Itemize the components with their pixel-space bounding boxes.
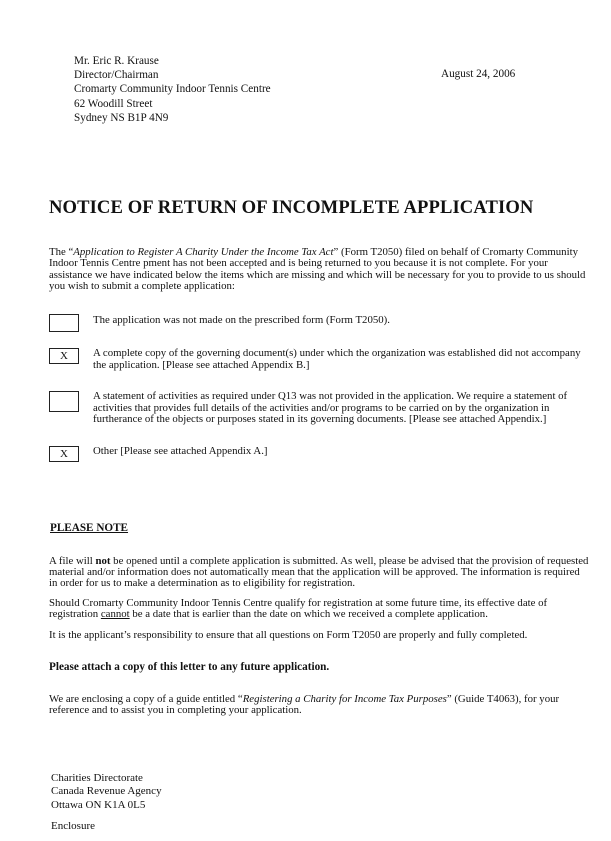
- paragraph-responsibility: It is the applicant’s responsibility to ensure that all questions on Form T2050 are properly and fully completed.: [49, 629, 528, 641]
- para1-emphasis: not: [95, 555, 111, 567]
- checklist-item-text: The application was not made on the prescribed form (Form T2050).: [93, 314, 390, 326]
- checklist-item-text: Other [Please see attached Appendix A.]: [93, 445, 268, 457]
- intro-paragraph: [49, 247, 589, 293]
- sender-line: Charities Directorate: [51, 772, 143, 784]
- paragraph-registration-date: [49, 598, 589, 620]
- para1-text-c: be opened until a complete application is submitted. As well, please be advised that the provision of requested material and/or information does not automatically mean that the application will be approved. The information is required in order for us to make a determination as to eligibility for registration.: [49, 555, 589, 590]
- paragraph-file-not-opened: [49, 556, 589, 590]
- recipient-street: 62 Woodill Street: [74, 97, 153, 110]
- recipient-org: Cromarty Community Indoor Tennis Centre: [74, 83, 271, 96]
- checklist-item-text: A complete copy of the governing document(s) under which the organization was established did not accompany the application. [Please see attached Appendix B.]: [93, 347, 581, 371]
- recipient-role: Director/Chairman: [74, 69, 159, 82]
- checkbox[interactable]: [49, 314, 79, 332]
- checklist-item-text: A statement of activities as required under Q13 was not provided in the application. We require a statement of activities that provides full details of the activities and/or programs to be carried on by the organization in furtherance of the objects or purposes stated in its governing documents. [Please see attached Appendix.]: [93, 390, 568, 426]
- checkbox[interactable]: X: [49, 348, 79, 364]
- paragraph-attach-copy: Please attach a copy of this letter to any future application.: [49, 661, 330, 673]
- guide-title: Registering a Charity for Income Tax Purposes: [242, 693, 447, 705]
- sender-line: Canada Revenue Agency: [51, 785, 162, 798]
- please-note-heading: PLEASE NOTE: [50, 522, 129, 534]
- para5-text-a: We are enclosing a copy of a guide entitled “: [49, 693, 243, 705]
- intro-post: ” (Form T2050) filed on behalf of Cromarty Community Indoor Tennis Centre pment has not been accepted and is being returned to you because it is not complete. For your assistance we have indicated below the items which are missing and which will be necessary for you to provide to us should you wish to submit a complete application:: [49, 246, 586, 293]
- enclosure-label: Enclosure: [51, 820, 95, 832]
- para2-underlined: cannot: [100, 608, 130, 621]
- intro-form-title: Application to Register A Charity Under the Income Tax Act: [73, 246, 334, 258]
- para5-text-c: ” (Guide T4063), for your reference and to assist you in completing your application.: [49, 693, 560, 717]
- sender-line: Ottawa ON K1A 0L5: [51, 798, 146, 811]
- letter-date: August 24, 2006: [441, 68, 516, 80]
- sender-address: [51, 772, 162, 812]
- intro-pre: The “: [49, 246, 74, 258]
- recipient-name: Mr. Eric R. Krause: [74, 55, 159, 67]
- recipient-address: [74, 54, 271, 125]
- paragraph-guide-enclosed: [49, 694, 589, 716]
- recipient-city: Sydney NS B1P 4N9: [74, 111, 169, 124]
- checkbox[interactable]: [49, 391, 79, 412]
- para2-text-c: be a date that is earlier than the date on which we received a complete application.: [129, 608, 488, 621]
- para2-text-a: Should Cromarty Community Indoor Tennis Centre qualify for registration at some future time, its effective date of registration: [49, 597, 548, 621]
- para1-text-a: A file will: [49, 555, 96, 567]
- notice-title: NOTICE OF RETURN OF INCOMPLETE APPLICATION: [49, 197, 534, 218]
- checkbox[interactable]: X: [49, 446, 79, 462]
